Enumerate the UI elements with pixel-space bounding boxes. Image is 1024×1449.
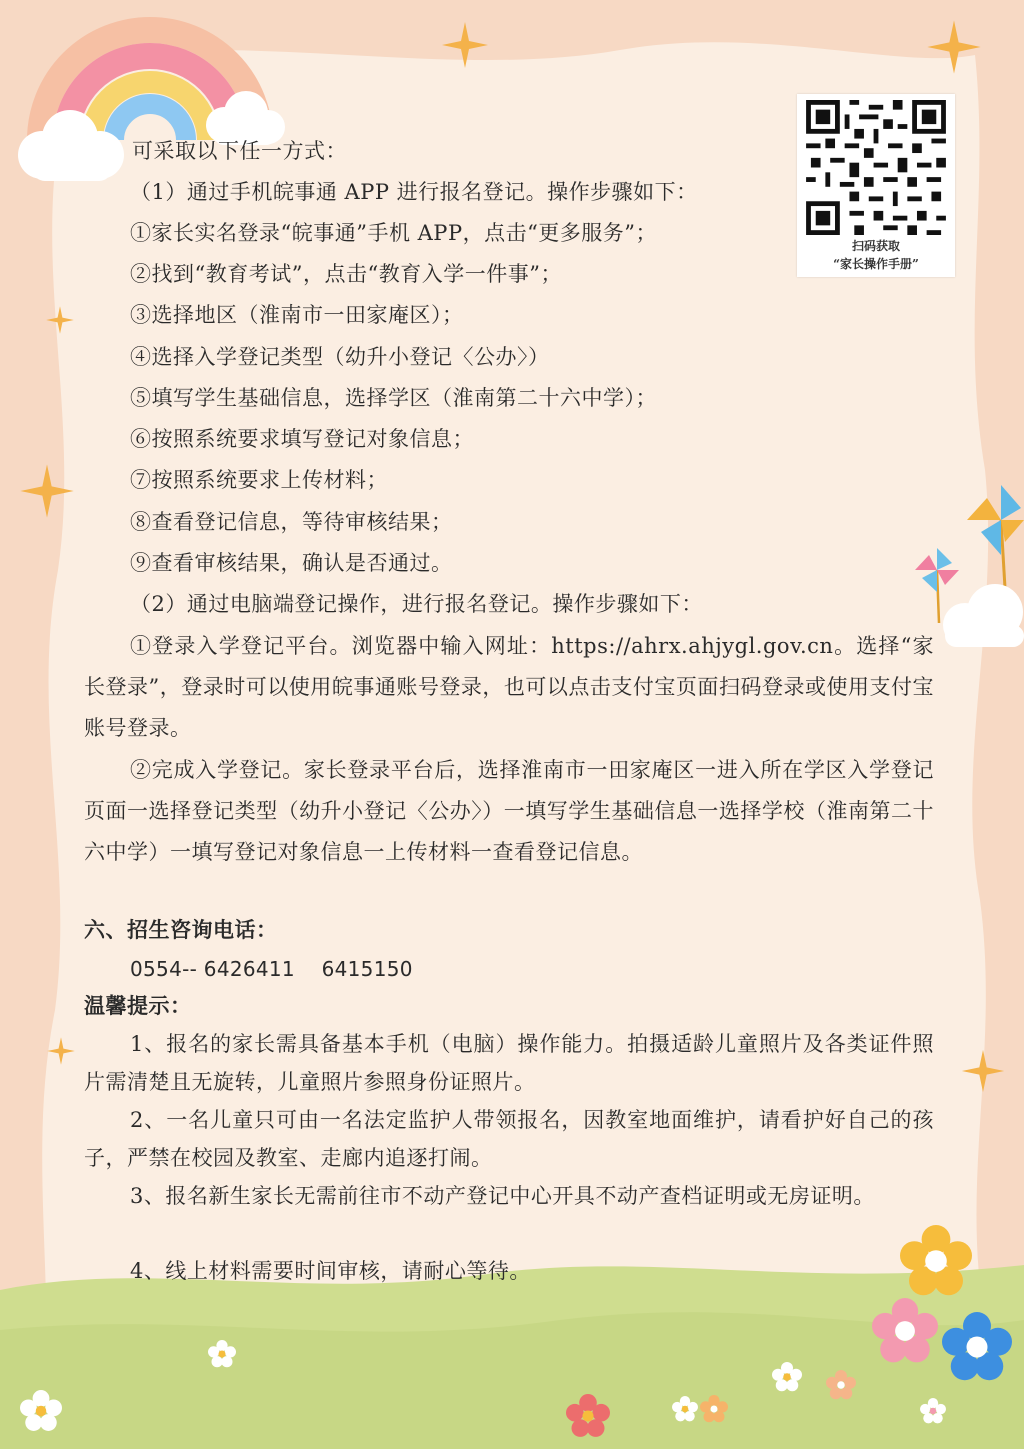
consult-heading: 六、招生咨询电话： <box>84 918 278 942</box>
star-icon <box>45 305 75 335</box>
flower-icon <box>20 1390 62 1432</box>
app-step: ⑨查看审核结果，确认是否通过。 <box>130 551 453 575</box>
tip-item: 3、报名新生家长无需前往市不动产登记中心开具不动产查档证明或无房证明。 <box>130 1184 875 1208</box>
tip-item: 1、报名的家长需具备基本手机（电脑）操作能力。拍摄适龄儿童照片及各类证件照片需清楚且无旋转，儿童照片参照身份证照片。 <box>84 1032 934 1094</box>
flower-icon <box>672 1396 698 1422</box>
flower-icon <box>872 1298 938 1364</box>
app-method-title: （1）通过手机皖事通 APP 进行报名登记。操作步骤如下： <box>130 180 698 204</box>
tip-item: 4、线上材料需要时间审核，请耐心等待。 <box>130 1259 531 1283</box>
star-icon <box>18 462 76 520</box>
flower-icon <box>942 1312 1012 1382</box>
pinwheel-icon <box>955 480 1024 590</box>
qr-code-card <box>797 94 955 277</box>
flower-icon <box>700 1395 728 1423</box>
tip-item: 2、一名儿童只可由一名法定监护人带领报名，因教室地面维护，请看护好自己的孩子，严禁在校园及教室、走廊内追逐打闹。 <box>84 1108 934 1170</box>
pc-step: ①登录入学登记平台。浏览器中输入网址：https://ahrx.ahjygl.gov.cn。选择“家长登录”，登录时可以使用皖事通账号登录，也可以点击支付宝页面扫码登录或使用支付宝账号登录。 <box>84 634 934 740</box>
app-step: ③选择地区（淮南市一田家庵区）； <box>130 303 464 327</box>
star-icon <box>440 20 490 70</box>
cloud-icon <box>925 580 1024 650</box>
app-step: ④选择入学登记类型（幼升小登记〈公办〉） <box>130 345 550 369</box>
app-step: ⑥按照系统要求填写登记对象信息； <box>130 427 474 451</box>
app-step: ⑧查看登记信息，等待审核结果； <box>130 510 453 534</box>
star-icon <box>925 18 983 76</box>
flower-icon <box>920 1398 946 1424</box>
app-step: ②找到“教育考试”，点击“教育入学一件事”； <box>130 262 562 286</box>
app-step: ⑤填写学生基础信息，选择学区（淮南第二十六中学）； <box>130 386 657 410</box>
flower-icon <box>900 1225 972 1297</box>
flower-icon <box>826 1370 856 1400</box>
qr-caption-line1: 扫码获取 <box>851 239 900 253</box>
pc-step: ②完成入学登记。家长登录平台后，选择淮南市一田家庵区一进入所在学区入学登记页面一选择登记类型（幼升小登记〈公办〉）一填写学生基础信息一选择学校（淮南第二十六中学）一填写登记对象信息一上传材料一查看登记信息。 <box>84 758 934 864</box>
consult-phone: 0554-- 6426411 6415150 <box>130 957 413 981</box>
flower-icon <box>208 1340 236 1368</box>
star-icon <box>960 1048 1006 1094</box>
qr-code <box>805 100 947 235</box>
cloud-icon <box>12 100 132 185</box>
star-icon <box>46 1036 76 1066</box>
app-step: ①家长实名登录“皖事通”手机 APP，点击“更多服务”； <box>130 221 658 245</box>
app-step: ⑦按照系统要求上传材料； <box>130 468 388 492</box>
methods-intro: 可采取以下任一方式： <box>132 139 347 163</box>
flower-icon <box>566 1394 610 1438</box>
qr-caption-line2: “家长操作手册” <box>833 257 919 271</box>
flower-icon <box>772 1362 802 1392</box>
tips-heading: 温馨提示： <box>84 994 192 1018</box>
pc-method-title: （2）通过电脑端登记操作，进行报名登记。操作步骤如下： <box>130 592 703 616</box>
